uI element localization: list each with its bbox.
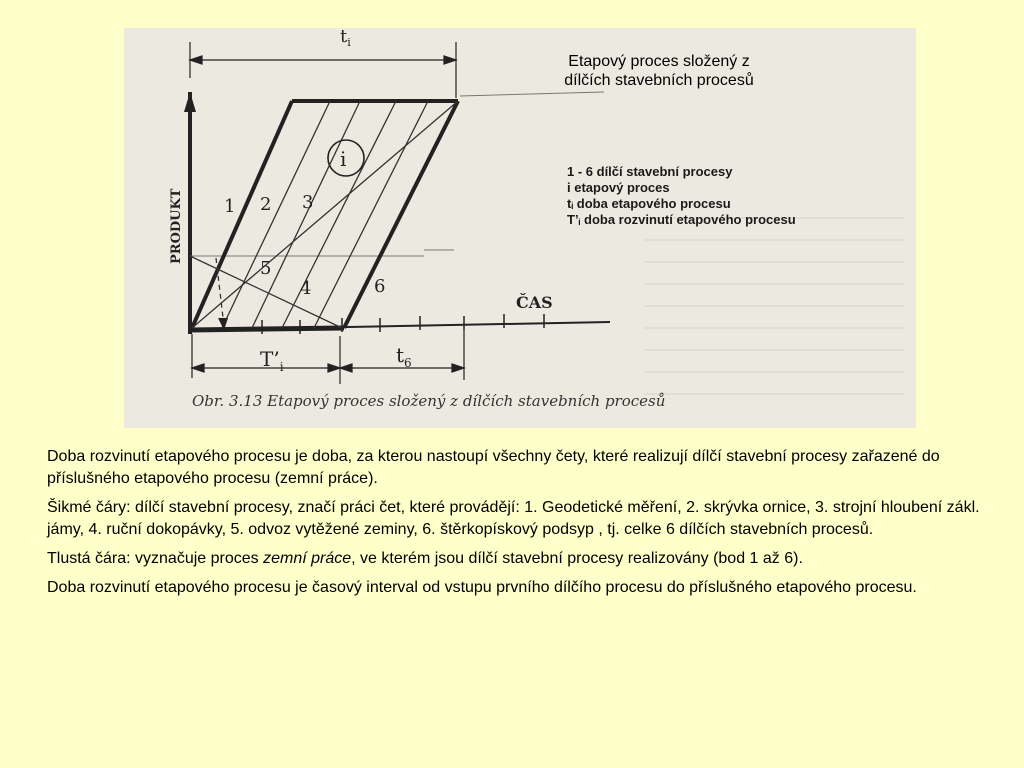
paragraph-2: Šikmé čáry: dílčí stavební procesy, značí práci čet, které provádějí: 1. Geodetické měření, 2. skrývka ornice, 3. strojní hloubení zákl. jámy, 4. ruční dokopávky, 5. odvoz vytěžené zeminy, 6. štěrkopískový podsyp , tj. celke 6 dílčích stavebních procesů. [47, 499, 980, 538]
bottom-dimensions [192, 330, 464, 384]
paragraph-3-end: , ve kterém jsou dílčí stavební procesy realizovány (bod 1 až 6). [351, 550, 803, 567]
process-number-1: 1 [224, 196, 236, 217]
paragraph-1: Doba rozvinutí etapového procesu je doba, za kterou nastoupí všechny čety, které realizují dílčí stavební procesy zařazené do příslušného etapového procesu (zemní práce). [47, 448, 940, 487]
process-number-5: 5 [260, 258, 272, 279]
paragraph-3-start: Tlustá čára: vyznačuje proces [47, 550, 264, 567]
time-axis [190, 314, 610, 334]
paragraph-4: Doba rozvinutí etapového procesu je časový interval od vstupu prvního dílčího procesu do příslušného etapového procesu. [47, 579, 917, 596]
background-text-lines [644, 218, 904, 394]
cas-axis-label: ČAS [516, 293, 553, 312]
etap-process-i-label: i [340, 147, 347, 171]
paragraph-3 [47, 548, 1007, 570]
Ti-label: $T’_i$ [260, 347, 284, 374]
process-number-3: 3 [302, 192, 314, 213]
process-number-6: 6 [374, 276, 386, 297]
paragraph-3-emphasis: zemní práce [263, 550, 352, 567]
figure-caption: Obr. 3.13 Etapový proces složený z dílčích stavebních procesů [192, 392, 666, 410]
produkt-axis-label: PRODUKT [169, 188, 184, 264]
diagram-legend [567, 164, 796, 228]
product-axis [184, 92, 196, 334]
process-number-2: 2 [260, 194, 272, 215]
legend-item-processes: 1 - 6 dílčí stavební procesy [567, 164, 733, 179]
ti-label: $t_i$ [340, 28, 351, 49]
diagram-svg [124, 28, 916, 428]
figure-title-line-2: dílčích stavebních procesů [564, 72, 754, 89]
legend-item-etap-process: i etapový proces [567, 180, 670, 195]
legend-item-Ti: T’ᵢ doba rozvinutí etapového procesu [567, 212, 796, 227]
process-number-4: 4 [300, 278, 312, 299]
figure-title-line-1: Etapový proces složený z [568, 53, 750, 70]
body-text [47, 446, 1007, 606]
helper-lines [190, 92, 604, 256]
t6-label: $t_6$ [396, 343, 412, 370]
legend-item-ti: tᵢ doba etapového procesu [567, 196, 731, 211]
diagram-figure [124, 28, 916, 428]
figure-title [524, 52, 794, 90]
ti-dimension [190, 42, 456, 98]
